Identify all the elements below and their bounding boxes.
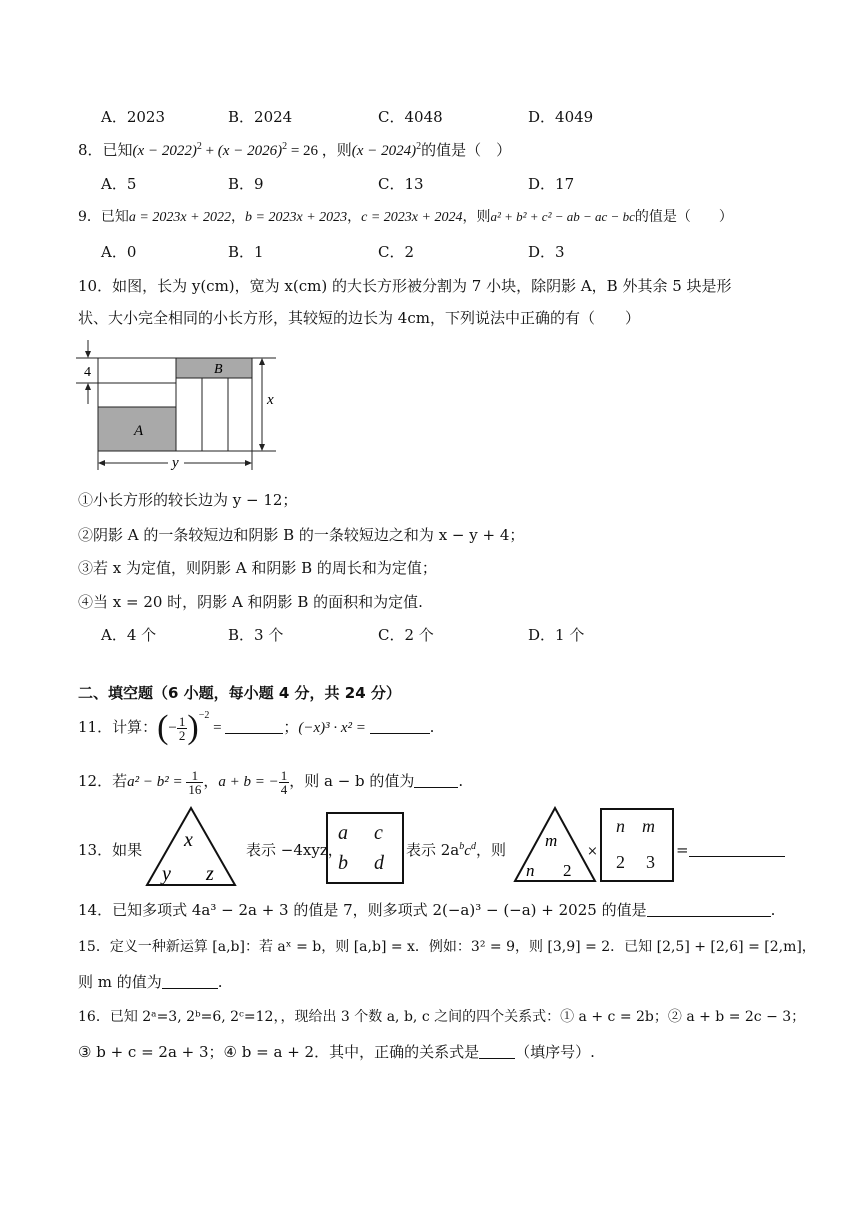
q13-box1-b: b xyxy=(338,852,348,874)
q13-t2-top: m xyxy=(545,831,558,850)
q11-lparen: ( xyxy=(157,709,169,746)
q9-then: ，则 xyxy=(462,209,491,225)
q13-box2-tr: m xyxy=(642,816,655,836)
q13-blank[interactable] xyxy=(689,842,785,857)
fig-label-b: B xyxy=(214,362,223,377)
q13-num: 13．如果 xyxy=(78,841,143,859)
q12-num: 12．若 xyxy=(78,772,128,790)
q16-line2: ③ b + c = 2a + 3；④ b = a + 2．其中，正确的关系式是 （填序号）. xyxy=(78,1043,595,1061)
q10-statement-4: ④当 x = 20 时，阴影 A 和阴影 B 的面积和为定值. xyxy=(78,593,423,611)
q10-option-c: C．2 个 xyxy=(378,626,434,644)
q13-box-1 xyxy=(326,812,404,884)
q16-blank[interactable] xyxy=(479,1044,515,1059)
q11-blank-2[interactable] xyxy=(370,719,430,734)
q12-fraction-1: $\frac{1}{16}$ xyxy=(188,767,202,797)
q8-sup2: 2 xyxy=(282,141,288,152)
q14-end: . xyxy=(770,901,776,919)
q8-option-a: A．5 xyxy=(101,175,137,193)
q10-statement-2: ②阴影 A 的一条较短边和阴影 B 的一条较短边之和为 x − y + 4； xyxy=(78,526,525,544)
q12-blank[interactable] xyxy=(414,773,458,788)
q10-option-b: B．3 个 xyxy=(228,626,284,644)
q8-option-d: D．17 xyxy=(528,175,575,193)
q8-sup1: 2 xyxy=(196,141,202,152)
q10-option-a: A．4 个 xyxy=(101,626,157,644)
q8-sup3: 2 xyxy=(416,141,422,152)
q13-box2-tl: n xyxy=(616,816,625,836)
q11-rparen: ) xyxy=(187,709,199,746)
q8-expr1: (x − 2022) xyxy=(132,143,197,159)
q8-eq: = 26 ，则 xyxy=(287,143,352,159)
q7-option-c: C．4048 xyxy=(378,108,443,126)
q9-expr: a² + b² + c² − ab − ac − bc xyxy=(490,209,635,224)
q13-times: × xyxy=(587,844,598,859)
q13-means-2: 表示 $2a^bc^d$，则 xyxy=(406,841,506,859)
q14-stem xyxy=(78,900,775,920)
q12-fraction-2: $\frac{1}{4}$ xyxy=(280,767,288,797)
q7-option-b: B．2024 xyxy=(228,108,293,126)
q13-eq: = xyxy=(676,841,689,859)
q8-option-b: B．9 xyxy=(228,175,264,193)
q7-option-d: D．4049 xyxy=(528,108,594,126)
q11-num: 11．计算： xyxy=(78,718,158,736)
q13-box2-br: 3 xyxy=(646,852,655,872)
q15-line2: 则 m 的值为 . xyxy=(78,973,223,991)
q14-blank[interactable] xyxy=(647,902,771,917)
q10-figure xyxy=(76,338,286,474)
q8-expr3: (x − 2024) xyxy=(351,143,417,159)
q8-plus: + xyxy=(201,143,218,159)
q13-t2-br: 2 xyxy=(563,861,572,880)
q16-line1: 16．已知 2ᵃ=3, 2ᵇ=6, 2ᶜ=12，，现给出 3 个数 a, b, c 之间的四个关系式：① a + c = 2b；② a + b = 2c − 3； xyxy=(78,1009,806,1025)
q9-option-b: B．1 xyxy=(228,243,264,261)
q9-stem: 9．已知a = 2023x + 2022，b = 2023x + 2023，c = 2023x + 2024，则a² + b² + c² − ab − ac − bc的值是（ ） xyxy=(78,209,733,225)
q12-lhs2: a + b = − xyxy=(218,774,279,790)
q13-answer xyxy=(676,840,785,860)
q9-option-a: A．0 xyxy=(101,243,137,261)
q9-c: c = 2023x + 2024 xyxy=(361,210,463,225)
q13-t1-br: z xyxy=(206,863,214,885)
q8-option-c: C．13 xyxy=(378,175,424,193)
section-title-fill-blank: 二、填空题（6 小题，每小题 4 分，共 24 分） xyxy=(78,684,401,702)
q11-fraction: $\frac{1}{2}$ xyxy=(178,713,186,743)
q13-box-2 xyxy=(600,808,674,882)
q10-line1: 10．如图，长为 y(cm)，宽为 x(cm) 的大长方形被分割为 7 小块，除阴影 A，B 外其余 5 块是形 xyxy=(78,277,732,295)
fig-label-y: y xyxy=(172,455,179,471)
q9-tail: 的值是（ ） xyxy=(634,209,733,225)
q13-t1-top: x xyxy=(184,829,193,851)
q12-end: . xyxy=(458,772,464,790)
q9-num: 9．已知 xyxy=(78,209,129,225)
q15-line1: 15．定义一种新运算 [a,b]：若 aˣ = b，则 [a,b] = x．例如：3² = 9，则 [3,9] = 2．已知 [2,5] + [2,6] = [2,m]， xyxy=(78,939,816,955)
q13-box1-a: a xyxy=(338,822,348,844)
q12-sep: ， xyxy=(203,772,219,790)
q9-a: a = 2023x + 2022 xyxy=(128,210,232,225)
q14-text: 14．已知多项式 4a³ − 2a + 3 的值是 7，则多项式 2(−a)³ − (−a) + 2025 的值是 xyxy=(78,901,647,919)
q7-option-a: A．2023 xyxy=(101,108,166,126)
q13-box2-bl: 2 xyxy=(616,852,625,872)
q8-tail: 的值是（ ） xyxy=(421,141,512,159)
q13-t2-bl: n xyxy=(526,861,535,880)
q8-num: 8．已知 xyxy=(78,141,133,159)
q13-triangle-2 xyxy=(512,806,598,884)
q10-statement-3: ③若 x 为定值，则阴影 A 和阴影 B 的周长和为定值； xyxy=(78,559,437,577)
q12-stem xyxy=(78,764,463,799)
q13-triangle-1 xyxy=(144,806,238,888)
q10-option-d: D．1 个 xyxy=(528,626,585,644)
q13-means-1: 表示 −4xyz， xyxy=(246,841,343,859)
q9-b: b = 2023x + 2023 xyxy=(245,210,348,225)
q11-minus: − xyxy=(168,720,177,736)
q11-expr2: (−x)³ · x² = xyxy=(298,720,370,736)
q12-tail: ，则 a − b 的值为 xyxy=(289,772,415,790)
q11-sep: ； xyxy=(283,718,299,736)
q10-line2: 状、大小完全相同的小长方形，其较短的边长为 4cm，下列说法中正确的有（ ） xyxy=(78,309,640,327)
q11-stem xyxy=(78,710,434,745)
q13-box1-d: d xyxy=(374,852,384,874)
q13-t1-bl: y xyxy=(162,863,171,885)
q11-end: . xyxy=(429,718,435,736)
q10-statement-1: ①小长方形的较长边为 y − 12； xyxy=(78,491,298,509)
q9-option-d: D．3 xyxy=(528,243,565,261)
fig-label-4: 4 xyxy=(84,365,91,380)
fig-label-x: x xyxy=(267,392,274,408)
q11-eq: = xyxy=(209,720,226,736)
q12-lhs: a² − b² = xyxy=(127,774,187,790)
q8-expr2: (x − 2026) xyxy=(217,143,283,159)
q8-stem xyxy=(78,140,511,161)
q11-exp: −2 xyxy=(198,710,210,721)
q13-box1-c: c xyxy=(374,822,383,844)
q15-blank[interactable] xyxy=(162,974,218,989)
q11-blank-1[interactable] xyxy=(225,719,283,734)
q9-option-c: C．2 xyxy=(378,243,415,261)
fig-label-a: A xyxy=(134,423,144,439)
